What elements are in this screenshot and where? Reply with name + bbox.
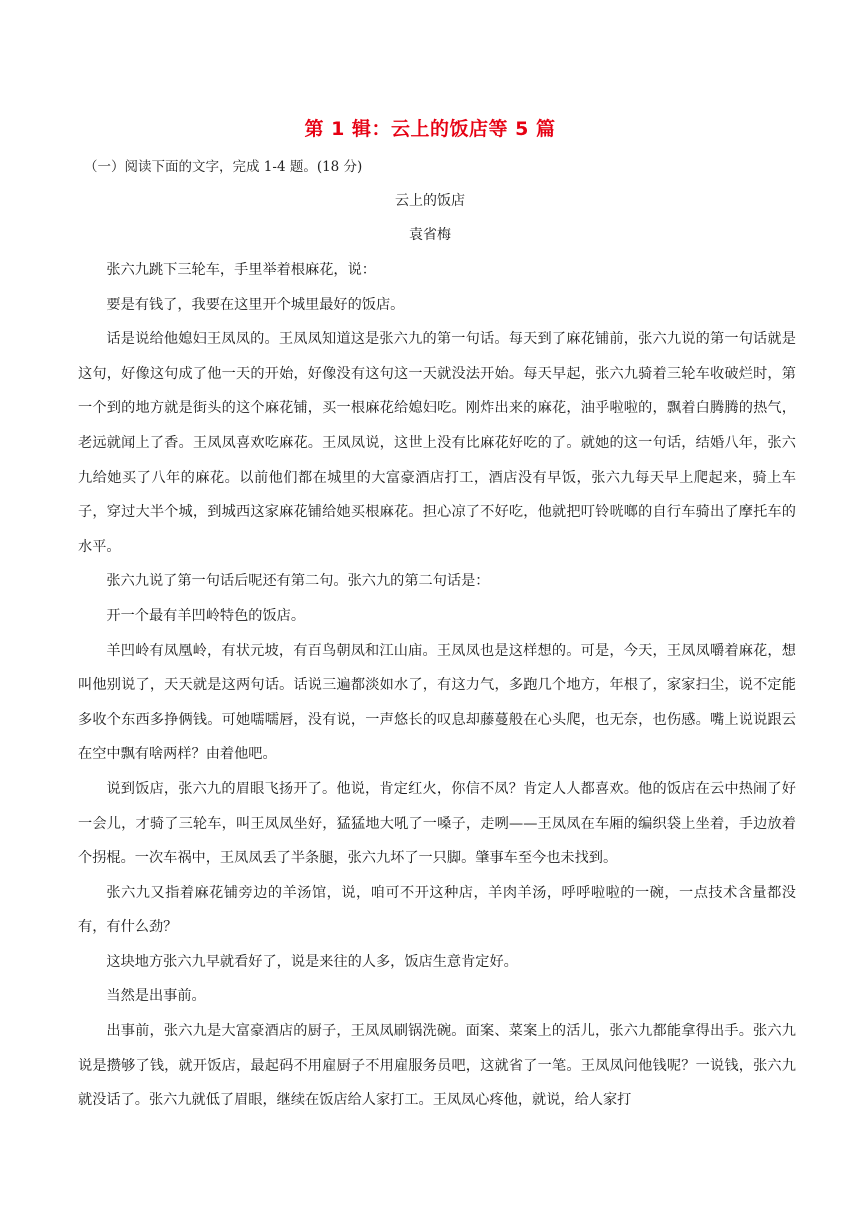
document-title: 第 1 辑：云上的饭店等 5 篇: [304, 118, 556, 140]
paragraph: 羊凹岭有凤凰岭，有状元坡，有百鸟朝凤和江山庙。王凤凤也是这样想的。可是，今天，王凤凤嚼着麻花，想叫他别说了，天天就是这两句话。话说三遍都淡如水了，有这力气，多跑几个地方，年根了，家家扫尘，说不定能多收个东西多挣俩钱。可她嚅嚅唇，没有说，一声悠长的叹息却藤蔓般在心头爬，也无奈，也伤感。嘴上说说跟云在空中飘有啥两样？由着他吧。: [78, 642, 796, 763]
paragraph: 出事前，张六九是大富豪酒店的厨子，王凤凤刷锅洗碗。面案、菜案上的活儿，张六九都能拿得出手。张六九说是攒够了钱，就开饭店，最起码不用雇厨子不用雇服务员吧，这就省了一笔。王凤凤问他钱呢？一说钱，张六九就没话了。张六九就低了眉眼，继续在饭店给人家打工。王凤凤心疼他，就说，给人家打: [78, 1023, 796, 1109]
paragraph: 这块地方张六九早就看好了，说是来往的人多，饭店生意肯定好。: [106, 953, 518, 970]
paragraph: 当然是出事前。: [106, 988, 206, 1005]
story-title: 云上的饭店: [395, 193, 465, 209]
story-author: 袁省梅: [409, 227, 451, 243]
paragraph: 要是有钱了，我要在这里开个城里最好的饭店。: [106, 296, 405, 313]
paragraph: 张六九说了第一句话后呢还有第二句。张六九的第二句话是：: [106, 573, 490, 590]
paragraph: 张六九又指着麻花铺旁边的羊汤馆，说，咱可不开这种店，羊肉羊汤，呼呼啦啦的一碗，一点技术含量都没有，有什么劲？: [78, 884, 796, 936]
story-body: [78, 253, 796, 1118]
paragraph: 开一个最有羊凹岭特色的饭店。: [106, 607, 306, 624]
paragraph: 说到饭店，张六九的眉眼飞扬开了。他说，肯定红火，你信不凤？肯定人人都喜欢。他的饭店在云中热闹了好一会儿，才骑了三轮车，叫王凤凤坐好，猛猛地大吼了一嗓子，走咧——王凤凤在车厢的编织袋上坐着，手边放着个拐棍。一次车祸中，王凤凤丢了半条腿，张六九坏了一只脚。肇事车至今也未找到。: [78, 780, 796, 867]
paragraph: 话是说给他媳妇王凤凤的。王凤凤知道这是张六九的第一句话。每天到了麻花铺前，张六九说的第一句话就是这句，好像这句成了他一天的开始，好像没有这句这一天就没法开始。每天早起，张六九骑着三轮车收破烂时，第一个到的地方就是街头的这个麻花铺，买一根麻花给媳妇吃。刚炸出来的麻花，油乎啦啦的，飘着白腾腾的热气，老远就闻上了香。王凤凤喜欢吃麻花。王凤凤说，这世上没有比麻花好吃的了。就她的这一句话，结婚八年，张六九给她买了八年的麻花。以前他们都在城里的大富豪酒店打工，酒店没有早饭，张六九每天早上爬起来，骑上车子，穿过大半个城，到城西这家麻花铺给她买根麻花。担心凉了不好吃，他就把叮铃咣啷的自行车骑出了摩托车的水平。: [78, 331, 796, 555]
question-instruction: （一）阅读下面的文字，完成 1-4 题。(18 分): [84, 159, 363, 175]
paragraph: 张六九跳下三轮车，手里举着根麻花，说：: [106, 262, 376, 278]
